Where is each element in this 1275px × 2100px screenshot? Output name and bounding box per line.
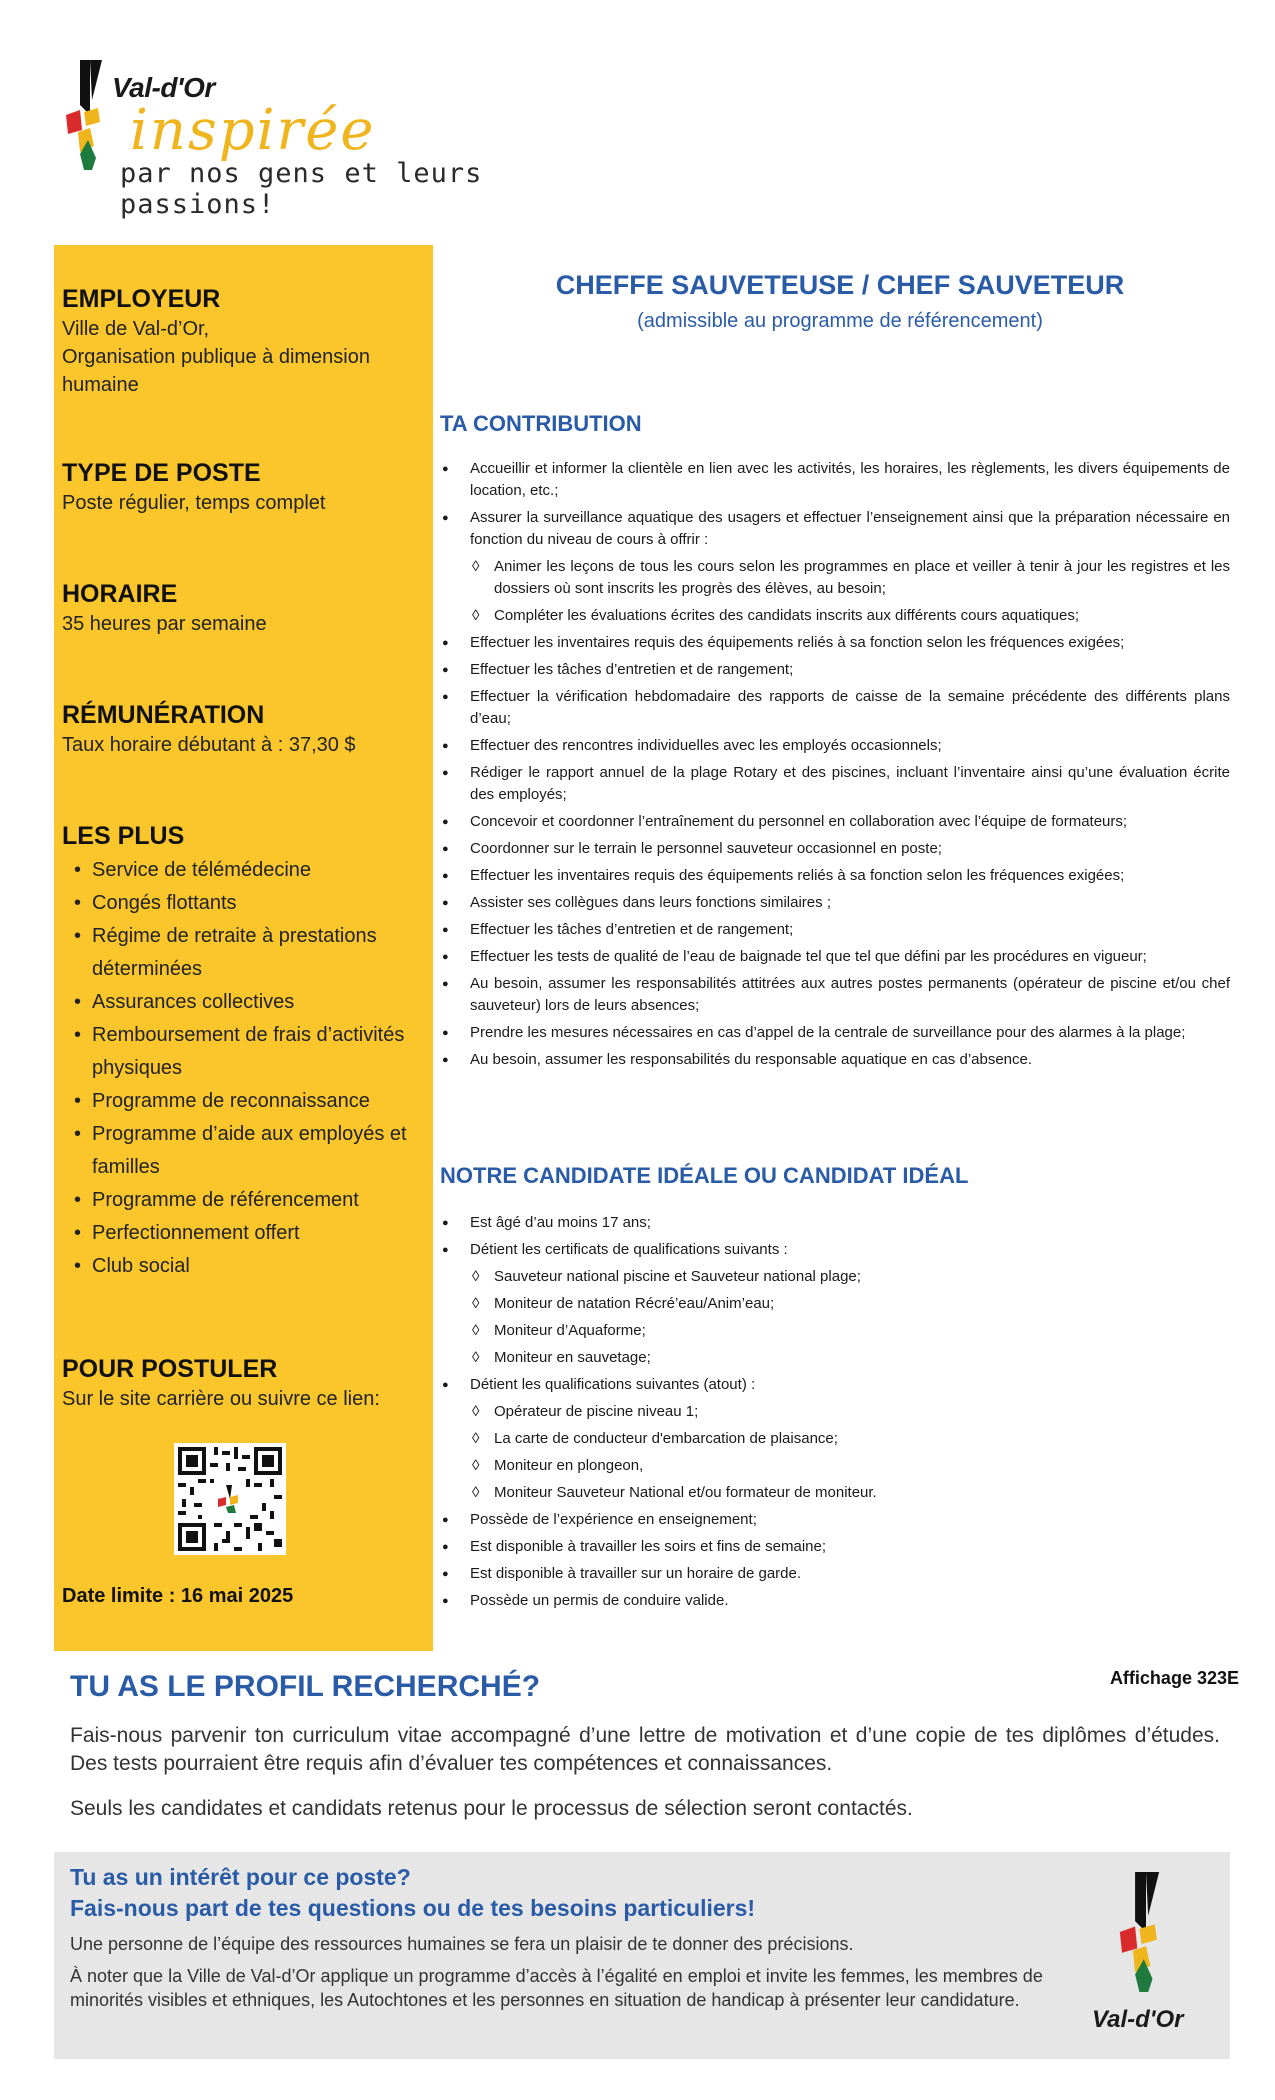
schedule-value: 35 heures par semaine [62, 613, 267, 635]
list-item: ● Est disponible à travailler sur un horaire de garde. [440, 1563, 1230, 1585]
posting-reference: Affichage 323E [1109, 1668, 1239, 1688]
post-type-value: Poste régulier, temps complet [62, 492, 326, 514]
application-qr-code[interactable] [174, 1443, 286, 1555]
benefit-item: • Programme de référencement [62, 1184, 422, 1217]
list-item: ● Effectuer des rencontres individuelles avec les employés occasionnels; [440, 735, 1230, 757]
apply-section [62, 1353, 422, 1413]
benefits-heading: LES PLUS [62, 822, 185, 850]
job-title: CHEFFE SAUVETEUSE / CHEF SAUVETEUR [555, 270, 1125, 300]
list-item: ● Détient les certificats de qualifications suivants : [440, 1239, 1230, 1261]
contact-heading-1: Tu as un intérêt pour ce poste? [70, 1864, 411, 1890]
list-item: ● Au besoin, assumer les responsabilités attitrées aux autres postes permanents (opérateur de piscine et/ou chef sauveteur) lors de leurs absences; [440, 973, 1230, 1017]
list-item: ◊ Moniteur en sauvetage; [440, 1347, 1230, 1369]
list-item: ◊ Moniteur de natation Récré’eau/Anim’eau; [440, 1293, 1230, 1315]
benefits-list [62, 854, 422, 1283]
contact-heading-2: Fais-nous part de tes questions ou de tes besoins particuliers! [70, 1895, 756, 1921]
contribution-heading: TA CONTRIBUTION [440, 411, 642, 436]
employer-line2: Organisation publique à dimension humaine [62, 346, 370, 396]
list-item: ● Effectuer les tâches d’entretien et de rangement; [440, 919, 1230, 941]
header-logo [60, 60, 600, 220]
list-item: ◊ Animer les leçons de tous les cours selon les programmes en place et veiller à tenir à jour les registres et les dossiers où sont inscrits les progrès des élèves, au besoin; [440, 556, 1230, 600]
slogan-word: inspirée [130, 98, 376, 163]
employer-line1: Ville de Val-d’Or, [62, 318, 210, 340]
contact-text-1: Une personne de l’équipe des ressources humaines se fera un plaisir de te donner des précisions. [70, 1934, 854, 1954]
employer-heading: EMPLOYEUR [62, 285, 221, 313]
employer-section [62, 283, 422, 399]
logo-wordmark: Val-d'Or [112, 72, 215, 103]
footer-logo [1086, 1872, 1206, 2042]
list-item: ● Au besoin, assumer les responsabilités du responsable aquatique en cas d’absence. [440, 1049, 1230, 1071]
list-item: ◊ Moniteur Sauveteur National et/ou formateur de moniteur. [440, 1482, 1230, 1504]
list-item: ◊ Compléter les évaluations écrites des candidats inscrits aux différents cours aquatiques; [440, 605, 1230, 627]
list-item: ● Possède un permis de conduire valide. [440, 1590, 1230, 1612]
list-item: ● Effectuer les inventaires requis des équipements reliés à sa fonction selon les fréquences exigées; [440, 632, 1230, 654]
list-item: ● Concevoir et coordonner l’entraînement du personnel en collaboration avec l’équipe de formateurs; [440, 811, 1230, 833]
list-item: ● Possède de l’expérience en enseignement; [440, 1509, 1230, 1531]
post-type-section [62, 457, 422, 517]
val-dor-emblem-icon [60, 60, 120, 170]
benefit-item: • Régime de retraite à prestations déterminées [62, 920, 422, 986]
contribution-list [440, 458, 1230, 1076]
profile-note: Seuls les candidates et candidats retenus pour le processus de sélection seront contactés. [70, 1797, 913, 1820]
pay-section [62, 699, 422, 759]
ideal-candidate-list [440, 1212, 1230, 1617]
pay-value: Taux horaire débutant à : 37,30 $ [62, 734, 356, 756]
list-item: ◊ Opérateur de piscine niveau 1; [440, 1401, 1230, 1423]
benefit-item: • Service de télémédecine [62, 854, 422, 887]
benefit-item: • Perfectionnement offert [62, 1217, 422, 1250]
profile-heading: TU AS LE PROFIL RECHERCHÉ? [70, 1670, 541, 1703]
list-item: ◊ Moniteur en plongeon, [440, 1455, 1230, 1477]
post-type-heading: TYPE DE POSTE [62, 459, 261, 487]
profile-text: Fais-nous parvenir ton curriculum vitae accompagné d’une lettre de motivation et d’une copie de tes diplômes d’études. Des tests pourraient être requis afin d’évaluer tes compétences et connaissances. [70, 1724, 1220, 1775]
list-item: ◊ La carte de conducteur d'embarcation de plaisance; [440, 1428, 1230, 1450]
list-item: ● Effectuer la vérification hebdomadaire des rapports de caisse de la semaine précédente des différents plans d’eau; [440, 686, 1230, 730]
benefit-item: • Remboursement de frais d’activités physiques [62, 1019, 422, 1085]
ideal-candidate-heading: NOTRE CANDIDATE IDÉALE OU CANDIDAT IDÉAL [440, 1163, 969, 1188]
schedule-heading: HORAIRE [62, 580, 178, 608]
contact-box [54, 1852, 1230, 2059]
benefits-section [62, 820, 422, 1283]
list-item: ● Est disponible à travailler les soirs et fins de semaine; [440, 1536, 1230, 1558]
list-item: ◊ Sauveteur national piscine et Sauveteur national plage; [440, 1266, 1230, 1288]
list-item: ● Assister ses collègues dans leurs fonctions similaires ; [440, 892, 1230, 914]
benefit-item: • Congés flottants [62, 887, 422, 920]
deadline: Date limite : 16 mai 2025 [62, 1585, 294, 1607]
apply-text: Sur le site carrière ou suivre ce lien: [62, 1388, 380, 1410]
list-item: ● Effectuer les inventaires requis des équipements reliés à sa fonction selon les fréquences exigées; [440, 865, 1230, 887]
list-item: ● Assurer la surveillance aquatique des usagers et effectuer l’enseignement ainsi que la préparation nécessaire en fonction du niveau de cours à offrir : [440, 507, 1230, 551]
list-item: ● Accueillir et informer la clientèle en lien avec les activités, les horaires, les règlements, les divers équipements de location, etc.; [440, 458, 1230, 502]
info-sidebar [54, 245, 433, 1651]
list-item: ● Est âgé d’au moins 17 ans; [440, 1212, 1230, 1234]
list-item: ● Effectuer les tâches d’entretien et de rangement; [440, 659, 1230, 681]
val-dor-emblem-icon [1106, 1872, 1186, 1992]
benefit-item: • Programme d’aide aux employés et familles [62, 1118, 422, 1184]
qr-code-icon [174, 1443, 286, 1555]
schedule-section [62, 578, 422, 638]
list-item: ● Prendre les mesures nécessaires en cas d’appel de la centrale de surveillance pour des alarmes à la plage; [440, 1022, 1230, 1044]
slogan-line: par nos gens et leurs passions! [120, 158, 483, 220]
benefit-item: • Assurances collectives [62, 986, 422, 1019]
list-item: ● Effectuer les tests de qualité de l’eau de baignade tel que tel que défini par les procédures en vigueur; [440, 946, 1230, 968]
job-subtitle: (admissible au programme de référencement) [637, 310, 1043, 332]
list-item: ● Détient les qualifications suivantes (atout) : [440, 1374, 1230, 1396]
benefit-item: • Programme de reconnaissance [62, 1085, 422, 1118]
list-item: ◊ Moniteur d’Aquaforme; [440, 1320, 1230, 1342]
list-item: ● Rédiger le rapport annuel de la plage Rotary et des piscines, incluant l’inventaire ainsi qu’une évaluation écrite des employés; [440, 762, 1230, 806]
list-item: ● Coordonner sur le terrain le personnel sauveteur occasionnel en poste; [440, 838, 1230, 860]
contact-text-2: À noter que la Ville de Val-d’Or applique un programme d’accès à l’égalité en emploi et invite les femmes, les membres de minorités visibles et ethniques, les Autochtones et les personnes en situation de handicap à présenter leur candidature. [70, 1966, 1043, 2010]
footer-logo-label: Val-d'Or [1092, 2006, 1184, 2033]
pay-heading: RÉMUNÉRATION [62, 701, 265, 729]
benefit-item: • Club social [62, 1250, 422, 1283]
apply-heading: POUR POSTULER [62, 1355, 278, 1383]
